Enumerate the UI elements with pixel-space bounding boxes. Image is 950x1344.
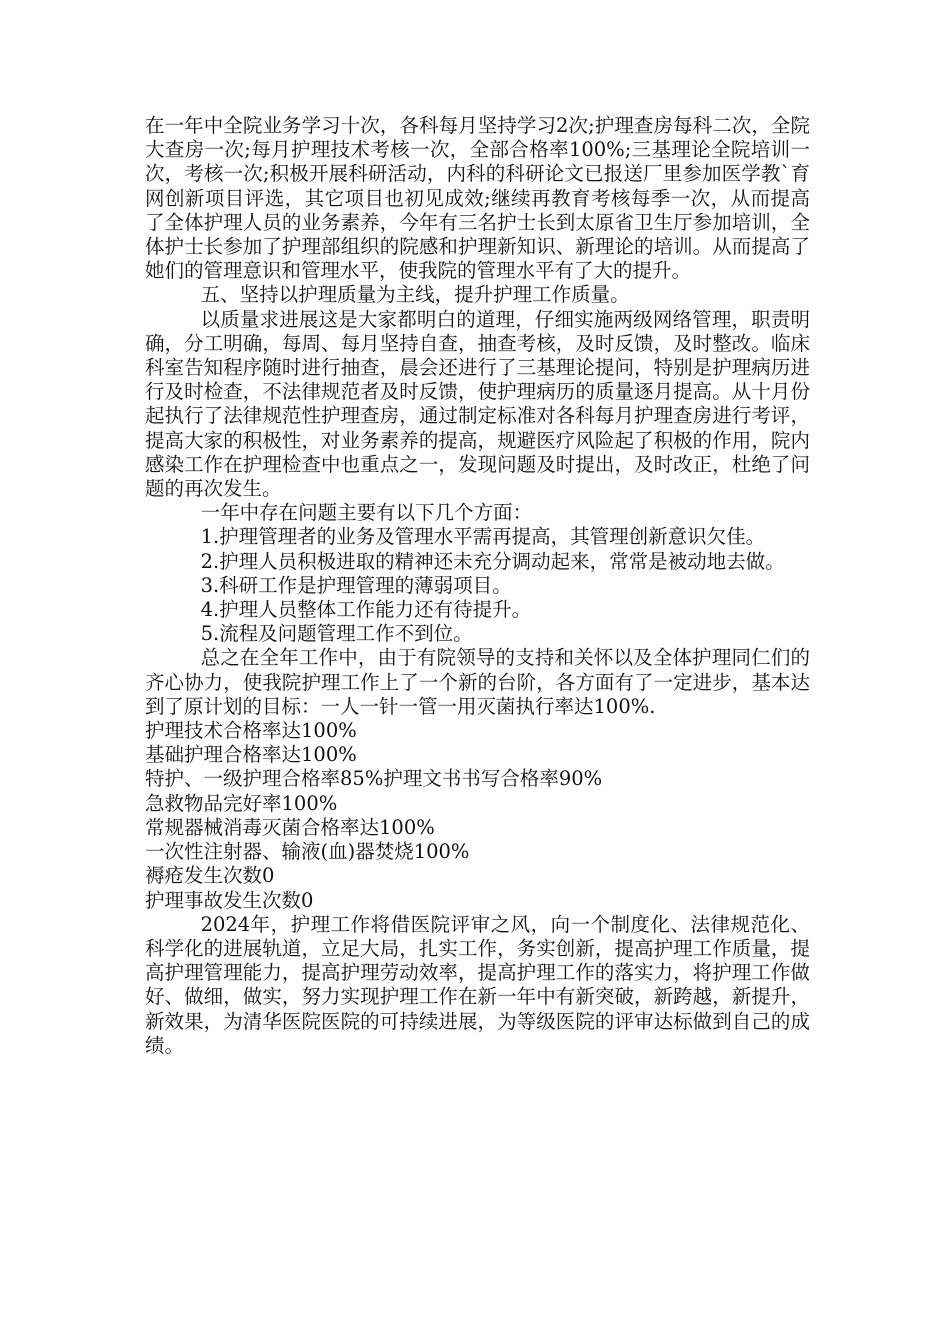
stat-line: 特护、一级护理合格率85%护理文书书写合格率90% <box>145 767 603 791</box>
section-heading-quality: 五、坚持以护理质量为主线，提升护理工作质量。 <box>200 283 630 307</box>
stat-line: 常规器械消毒灭菌合格率达100% <box>145 815 435 839</box>
stat-line: 护理事故发生次数0 <box>145 888 314 912</box>
paragraph-quality-management: 以质量求进展这是大家都明白的道理，仔细实施两级网络管理，职责明确，分工明确，每周、每月坚持自查，抽查考核，及时反馈，及时整改。临床科室告知程序随时进行抽查，晨会还进行了三基理论提问，特别是护理病历进行及时检查，不法律规范者及时反馈，使护理病历的质量逐月提高。从十月份起执行了法律规范性护理查房，通过制定标准对各科每月护理查房进行考评，提高大家的积极性，对业务素养的提高，规避医疗风险起了积极的作用，院内感染工作在护理检查中也重点之一，发现问题及时提出，及时改正，杜绝了问题的再次发生。 <box>145 307 810 501</box>
paragraph-summary: 总之在全年工作中，由于有院领导的支持和关怀以及全体护理同仁们的齐心协力，使我院护理工作上了一个新的台阶，各方面有了一定进步，基本达到了原计划的目标：一人一针一管一用灭菌执行率达100%. <box>145 646 810 718</box>
document-body <box>145 114 810 1058</box>
problem-item-2: 2.护理人员积极进取的精神还未充分调动起来，常常是被动地去做。 <box>200 549 785 573</box>
stat-line: 护理技术合格率达100% <box>145 719 357 743</box>
stat-line: 基础护理合格率达100% <box>145 743 357 767</box>
paragraph-closing-plan: 2024年，护理工作将借医院评审之风，向一个制度化、法律规范化、科学化的进展轨道，立足大局，扎实工作，务实创新，提高护理工作质量，提高护理管理能力，提高护理劳动效率，提高护理工作的落实力，将护理工作做好、做细，做实，努力实现护理工作在新一年中有新突破，新跨越，新提升，新效果，为清华医院医院的可持续进展，为等级医院的评审达标做到自己的成绩。 <box>145 912 810 1057</box>
stat-line: 急救物品完好率100% <box>145 791 338 815</box>
problem-item-5: 5.流程及问题管理工作不到位。 <box>200 622 473 646</box>
problem-item-3: 3.科研工作是护理管理的薄弱项目。 <box>200 573 512 597</box>
paragraph-problems-intro: 一年中存在问题主要有以下几个方面： <box>200 501 533 525</box>
stat-line: 一次性注射器、输液(血)器焚烧100% <box>145 840 470 864</box>
problem-item-4: 4.护理人员整体工作能力还有待提升。 <box>200 598 532 622</box>
paragraph-study-activities: 在一年中全院业务学习十次，各科每月坚持学习2次;护理查房每科二次，全院大查房一次;每月护理技术考核一次，全部合格率100%;三基理论全院培训一次，考核一次;积极开展科研活动，内科的科研论文已报送厂里参加医学教`育网创新项目评选，其它项目也初见成效;继续再教育考核每季一次，从而提高了全体护理人员的业务素养，今年有三名护士长到太原省卫生厅参加培训，全体护士长参加了护理部组织的院感和护理新知识、新理论的培训。从而提高了她们的管理意识和管理水平，使我院的管理水平有了大的提升。 <box>145 114 810 283</box>
stat-line: 褥疮发生次数0 <box>145 864 275 888</box>
problem-item-1: 1.护理管理者的业务及管理水平需再提高，其管理创新意识欠佳。 <box>200 525 766 549</box>
